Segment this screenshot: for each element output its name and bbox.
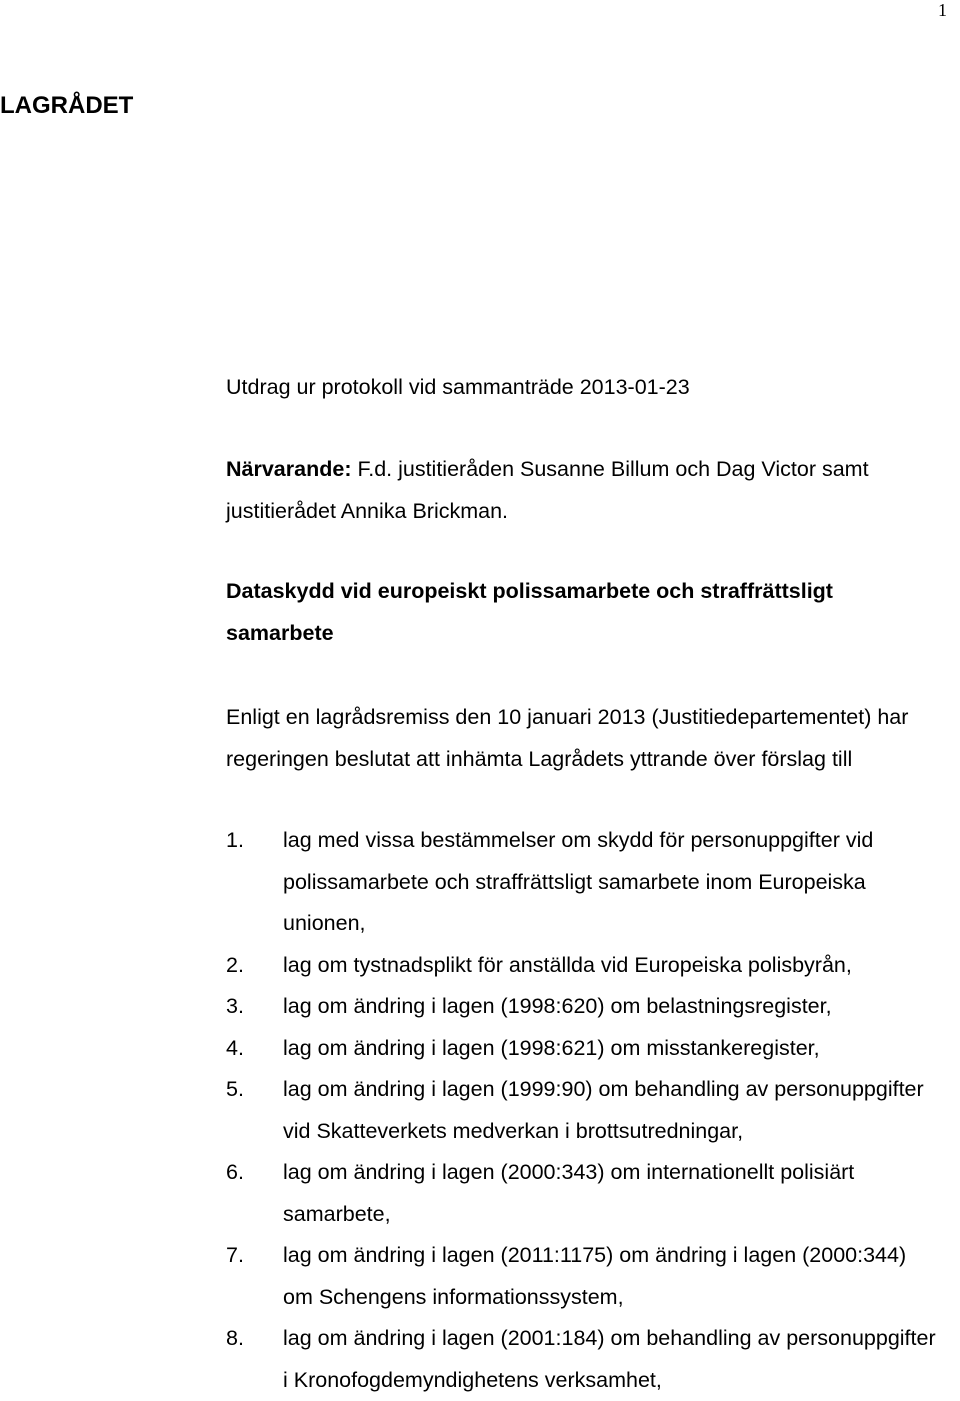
proposal-number: 5. xyxy=(226,1077,244,1101)
protocol-line: Utdrag ur protokoll vid sammanträde 2013-01-23 xyxy=(226,375,690,399)
proposal-number: 1. xyxy=(226,828,244,852)
proposal-text: lag om ändring i lagen (1998:621) om misstankeregister, xyxy=(283,1035,820,1060)
attendees-text: F.d. justitieråden Susanne Billum och Dag Victor samt justitierådet Annika Brickman. xyxy=(226,457,869,523)
proposal-number: 6. xyxy=(226,1160,244,1184)
proposal-number: 3. xyxy=(226,994,244,1018)
proposal-text: lag om ändring i lagen (2001:184) om behandling av personuppgifter i Kronofogdemyndighetens verksamhet, xyxy=(283,1326,936,1392)
proposal-number: 4. xyxy=(226,1035,244,1060)
proposal-item-7 xyxy=(226,1235,936,1318)
proposal-list xyxy=(226,820,936,1401)
proposal-item-8 xyxy=(226,1318,936,1401)
proposal-item-5 xyxy=(226,1069,936,1152)
proposal-text: lag om ändring i lagen (1998:620) om belastningsregister, xyxy=(283,994,832,1018)
proposal-item-6 xyxy=(226,1152,936,1235)
proposal-number: 2. xyxy=(226,952,244,977)
intro-paragraph: Enligt en lagrådsremiss den 10 januari 2013 (Justitiedepartementet) har regeringen beslutat att inhämta Lagrådets yttrande över förslag till xyxy=(226,705,909,771)
organization-heading: LAGRÅDET xyxy=(0,92,134,119)
page-number: 1 xyxy=(938,0,947,20)
subject-title: Dataskydd vid europeiskt polissamarbete och straffrättsligt samarbete xyxy=(226,579,833,645)
proposal-text: lag om tystnadsplikt för anställda vid Europeiska polisbyrån, xyxy=(283,952,852,977)
proposal-item-4 xyxy=(226,1028,936,1070)
attendees-paragraph xyxy=(226,448,946,532)
proposal-number: 7. xyxy=(226,1243,244,1267)
proposal-item-1 xyxy=(226,820,936,945)
proposal-text: lag med vissa bestämmelser om skydd för personuppgifter vid polissamarbete och straffrättsligt samarbete inom Europeiska unionen, xyxy=(283,828,874,935)
attendees-label: Närvarande: xyxy=(226,457,352,481)
proposal-number: 8. xyxy=(226,1326,244,1350)
proposal-text: lag om ändring i lagen (2000:343) om internationellt polisiärt samarbete, xyxy=(283,1160,855,1226)
proposal-text: lag om ändring i lagen (1999:90) om behandling av personuppgifter vid Skatteverkets medverkan i brottsutredningar, xyxy=(283,1077,924,1143)
proposal-item-3 xyxy=(226,986,936,1028)
proposal-item-2 xyxy=(226,945,936,987)
proposal-text: lag om ändring i lagen (2011:1175) om ändring i lagen (2000:344) om Schengens informationssystem, xyxy=(283,1243,907,1309)
